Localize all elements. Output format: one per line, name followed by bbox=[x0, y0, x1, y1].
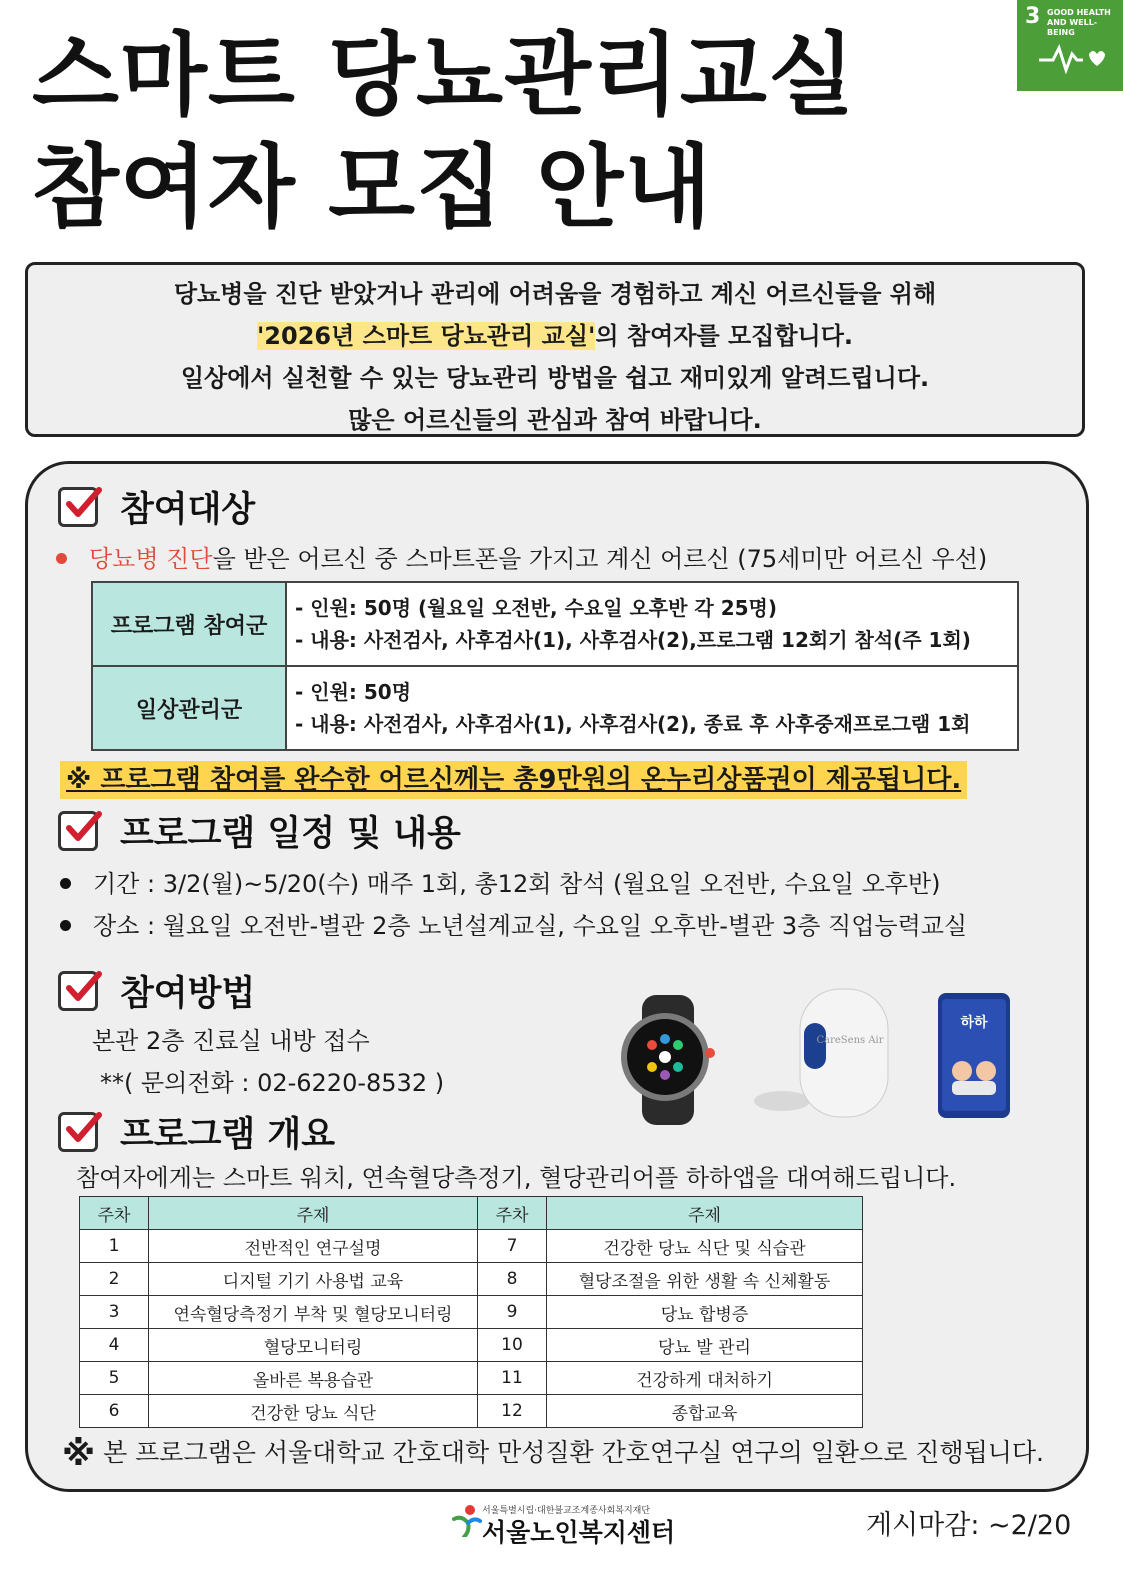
group-detail bbox=[286, 666, 1018, 750]
logo-sub: 서울특별시립·대한불교조계종사회복지재단 bbox=[482, 1506, 651, 1516]
schedule-table bbox=[79, 1196, 863, 1428]
intro-line-4: 많은 어르신들의 관심과 참여 바랍니다. bbox=[348, 406, 762, 434]
week-cell: 12 bbox=[478, 1395, 547, 1428]
week-cell: 2 bbox=[80, 1263, 149, 1296]
contact-phone: **( 문의전화 : 02-6220-8532 ) bbox=[100, 1069, 445, 1097]
group-detail-line: - 인원: 50명 (월요일 오전반, 수요일 오후반 각 25명) bbox=[295, 596, 777, 620]
bullet-icon bbox=[60, 920, 71, 931]
section-title: 참여대상 bbox=[120, 490, 256, 530]
week-cell: 10 bbox=[478, 1329, 547, 1362]
checkbox-icon bbox=[58, 1112, 98, 1152]
topic-cell: 혈당모니터링 bbox=[149, 1329, 478, 1362]
group-label: 일상관리군 bbox=[92, 666, 286, 750]
intro-program-name: '2026년 스마트 당뇨관리 교실' bbox=[256, 322, 596, 350]
section-title: 프로그램 일정 및 내용 bbox=[120, 814, 461, 854]
method-line-1: 본관 2층 진료실 내방 접수 bbox=[92, 1027, 370, 1055]
intro-line-1: 당뇨병을 진단 받았거나 관리에 어려움을 경험하고 계신 어르신들을 위해 bbox=[173, 280, 937, 308]
week-cell: 8 bbox=[478, 1263, 547, 1296]
intro-line-3: 일상에서 실천할 수 있는 당뇨관리 방법을 쉽고 재미있게 알려드립니다. bbox=[180, 364, 930, 392]
schedule-place bbox=[60, 906, 967, 941]
intro-line-2 bbox=[28, 315, 1082, 357]
section-title: 프로그램 개요 bbox=[120, 1115, 336, 1155]
table-row bbox=[80, 1395, 863, 1428]
table-row bbox=[80, 1296, 863, 1329]
note-text: 본 프로그램은 서울대학교 간호대학 만성질환 간호연구실 연구의 일환으로 진행됩니다. bbox=[103, 1438, 1044, 1467]
col-topic: 주제 bbox=[547, 1197, 863, 1230]
schedule-period bbox=[60, 864, 940, 899]
table-row bbox=[92, 582, 1018, 666]
research-note bbox=[62, 1433, 1044, 1474]
topic-cell: 연속혈당측정기 부착 및 혈당모니터링 bbox=[149, 1296, 478, 1329]
checkbox-icon bbox=[58, 487, 98, 527]
checkbox-icon bbox=[58, 811, 98, 851]
bullet-icon bbox=[56, 553, 67, 564]
topic-cell: 혈당조절을 위한 생활 속 신체활동 bbox=[547, 1263, 863, 1296]
week-cell: 3 bbox=[80, 1296, 149, 1329]
section-method-heading bbox=[58, 966, 255, 1016]
phone-app-icon bbox=[938, 993, 1010, 1118]
topic-cell: 디지털 기기 사용법 교육 bbox=[149, 1263, 478, 1296]
period-text: 기간 : 3/2(월)~5/20(수) 매주 1회, 총12회 참석 (월요일 오전반, 수요일 오후반) bbox=[93, 870, 941, 898]
topic-cell: 당뇨 발 관리 bbox=[547, 1329, 863, 1362]
bullet-icon bbox=[60, 878, 71, 889]
group-detail-line: - 내용: 사전검사, 사후검사(1), 사후검사(2), 종료 후 사후중재프로그램 1회 bbox=[295, 712, 971, 736]
topic-cell: 건강한 당뇨 식단 bbox=[149, 1395, 478, 1428]
intro-line-2-rest: 의 참여자를 모집합니다. bbox=[595, 322, 854, 350]
week-cell: 6 bbox=[80, 1395, 149, 1428]
intro-box bbox=[25, 262, 1085, 437]
app-name: 하하 bbox=[960, 1015, 988, 1031]
cgm-device-icon bbox=[752, 983, 892, 1123]
topic-cell: 종합교육 bbox=[547, 1395, 863, 1428]
cgm-brand: CareSens Air bbox=[816, 1035, 884, 1046]
page-title bbox=[32, 20, 856, 244]
sdg-number: 3 bbox=[1025, 4, 1041, 29]
week-cell: 11 bbox=[478, 1362, 547, 1395]
reference-mark: ※ bbox=[62, 1434, 96, 1474]
week-cell: 5 bbox=[80, 1362, 149, 1395]
table-row bbox=[80, 1362, 863, 1395]
section-title: 참여방법 bbox=[120, 974, 256, 1014]
checkbox-icon bbox=[58, 971, 98, 1011]
place-text: 장소 : 월요일 오전반-별관 2층 노년설계교실, 수요일 오후반-별관 3층 직업능력교실 bbox=[93, 912, 968, 940]
reward-notice: ※ 프로그램 참여를 완수한 어르신께는 총9만원의 온누리상품권이 제공됩니다. bbox=[60, 761, 967, 799]
week-cell: 1 bbox=[80, 1230, 149, 1263]
center-logo bbox=[452, 1503, 676, 1547]
smartwatch-icon bbox=[610, 995, 725, 1125]
group-detail-line: - 인원: 50명 bbox=[295, 680, 412, 704]
target-bullet bbox=[56, 539, 987, 574]
topic-cell: 전반적인 연구설명 bbox=[149, 1230, 478, 1263]
topic-cell: 당뇨 합병증 bbox=[547, 1296, 863, 1329]
section-target-heading bbox=[58, 482, 255, 532]
col-week: 주차 bbox=[80, 1197, 149, 1230]
week-cell: 7 bbox=[478, 1230, 547, 1263]
section-schedule-heading bbox=[58, 806, 461, 856]
target-rest: 을 받은 어르신 중 스마트폰을 가지고 계신 어르신 (75세미만 어르신 우선) bbox=[212, 545, 988, 573]
table-row bbox=[80, 1263, 863, 1296]
heartbeat-icon bbox=[1039, 40, 1105, 74]
group-table bbox=[91, 581, 1019, 751]
topic-cell: 올바른 복용습관 bbox=[149, 1362, 478, 1395]
week-cell: 4 bbox=[80, 1329, 149, 1362]
sdg-badge bbox=[1017, 0, 1123, 91]
table-header-row bbox=[80, 1197, 863, 1230]
group-label: 프로그램 참여군 bbox=[92, 582, 286, 666]
posting-deadline: 게시마감: ~2/20 bbox=[866, 1510, 1072, 1541]
section-overview-heading bbox=[58, 1107, 335, 1157]
title-line-1: 스마트 당뇨관리교실 bbox=[32, 23, 856, 128]
group-detail bbox=[286, 582, 1018, 666]
sdg-text: GOOD HEALTH AND WELL-BEING bbox=[1047, 8, 1111, 37]
group-detail-line: - 내용: 사전검사, 사후검사(1), 사후검사(2),프로그램 12회기 참석(주 1회) bbox=[295, 628, 971, 652]
col-topic: 주제 bbox=[149, 1197, 478, 1230]
topic-cell: 건강하게 대처하기 bbox=[547, 1362, 863, 1395]
week-cell: 9 bbox=[478, 1296, 547, 1329]
title-line-2: 참여자 모집 안내 bbox=[32, 135, 713, 240]
target-condition: 당뇨병 진단 bbox=[89, 545, 213, 573]
overview-desc: 참여자에게는 스마트 워치, 연속혈당측정기, 혈당관리어플 하하앱을 대여해드립니다. bbox=[76, 1164, 957, 1192]
col-week: 주차 bbox=[478, 1197, 547, 1230]
center-logo-icon bbox=[452, 1503, 482, 1537]
table-row bbox=[80, 1329, 863, 1362]
topic-cell: 건강한 당뇨 식단 및 식습관 bbox=[547, 1230, 863, 1263]
table-row bbox=[92, 666, 1018, 750]
logo-name: 서울노인복지센터 bbox=[482, 1518, 676, 1547]
table-row bbox=[80, 1230, 863, 1263]
